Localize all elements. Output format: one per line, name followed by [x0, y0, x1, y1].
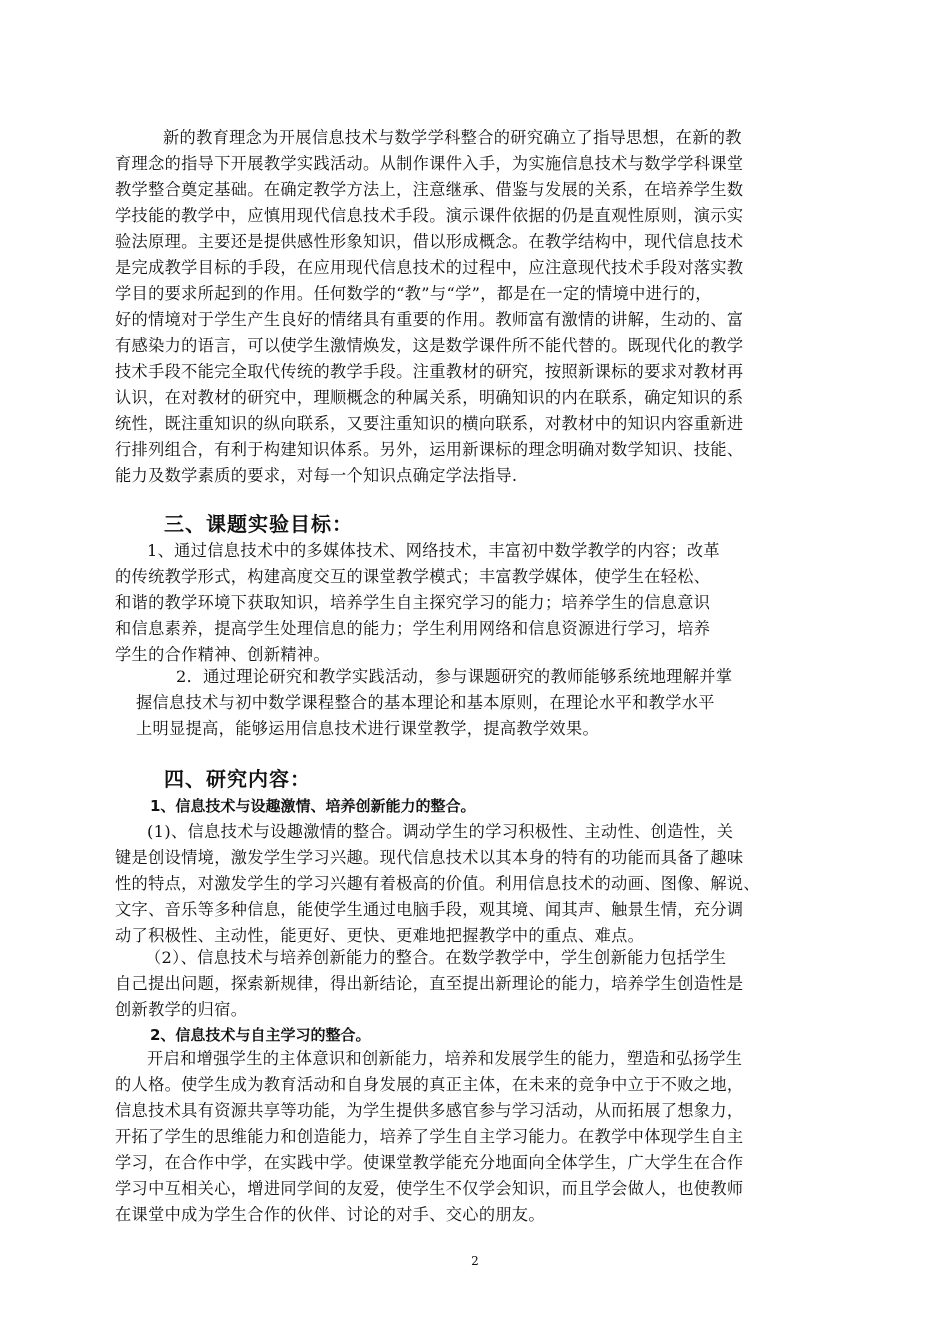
- text-line: 学习，在合作中学，在实践中学。使课堂教学能充分地面向全体学生，广大学生在合作: [115, 1153, 744, 1172]
- text-line: 学习中互相关心，增进同学间的友爱，使学生不仅学会知识，而且学会做人，也使教师: [115, 1179, 744, 1198]
- subsection-title: 2、信息技术与自主学习的整合。: [150, 1026, 371, 1044]
- text-line: 新的教育理念为开展信息技术与数学学科整合的研究确立了指导思想，在新的教: [163, 128, 742, 147]
- text-line: 教学整合奠定基础。在确定教学方法上，注意继承、借鉴与发展的关系，在培养学生数: [115, 180, 744, 199]
- text-line: 学目的要求所起到的作用。任何数学的“教”与“学”，都是在一定的情境中进行的，: [115, 284, 712, 303]
- subsection-title: 1、信息技术与设趣激情、培养创新能力的整合。: [150, 797, 476, 815]
- text-line: 和谐的教学环境下获取知识，培养学生自主探究学习的能力；培养学生的信息意识: [115, 593, 711, 612]
- text-line: 认识，在对教材的研究中，理顺概念的种属关系，明确知识的内在联系，确定知识的系: [115, 388, 744, 407]
- text-line: 验法原理。主要还是提供感性形象知识，借以形成概念。在教学结构中，现代信息技术: [115, 232, 744, 251]
- text-line: 是完成教学目标的手段，在应用现代信息技术的过程中，应注意现代技术手段对落实教: [115, 258, 744, 277]
- text-line: 在课堂中成为学生合作的伙伴、讨论的对手、交心的朋友。: [115, 1205, 545, 1224]
- text-line: 文字、音乐等多种信息，能使学生通过电脑手段，观其境、闻其声、触景生情，充分调: [115, 900, 744, 919]
- page-number: 2: [471, 1254, 479, 1268]
- section-title: 四、研究内容：: [164, 767, 311, 791]
- text-line: 上明显提高，能够运用信息技术进行课堂教学，提高教学效果。: [136, 719, 600, 738]
- text-line: 好的情境对于学生产生良好的情绪具有重要的作用。教师富有激情的讲解，生动的、富: [115, 310, 744, 329]
- text-line: 的人格。使学生成为教育活动和自身发展的真正主体，在未来的竞争中立于不败之地，: [115, 1075, 744, 1094]
- text-line: （2）、信息技术与培养创新能力的整合。在数学教学中，学生创新能力包括学生: [145, 948, 727, 967]
- text-line: 性的特点，对激发学生的学习兴趣有着极高的价值。利用信息技术的动画、图像、解说、: [115, 874, 760, 893]
- text-line: 开拓了学生的思维能力和创造能力，培养了学生自主学习能力。在教学中体现学生自主: [115, 1127, 744, 1146]
- text-line: 学技能的教学中，应慎用现代信息技术手段。演示课件依据的仍是直观性原则，演示实: [115, 206, 744, 225]
- text-line: 键是创设情境，激发学生学习兴趣。现代信息技术以其本身的特有的功能而具备了趣味: [115, 848, 744, 867]
- text-line: 统性，既注重知识的纵向联系，又要注重知识的横向联系，对教材中的知识内容重新进: [115, 414, 744, 433]
- text-line: 2．通过理论研究和教学实践活动，参与课题研究的教师能够系统地理解并掌: [176, 667, 733, 686]
- text-line: 行排列组合，有利于构建知识体系。另外，运用新课标的理念明确对数学知识、技能、: [115, 440, 744, 459]
- text-line: 创新教学的归宿。: [115, 1000, 248, 1019]
- text-line: 信息技术具有资源共享等功能，为学生提供多感官参与学习活动，从而拓展了想象力，: [115, 1101, 744, 1120]
- text-line: 自己提出问题，探索新规律，得出新结论，直至提出新理论的能力，培养学生创造性是: [115, 974, 744, 993]
- text-line: 能力及数学素质的要求，对每一个知识点确定学法指导.: [115, 466, 518, 485]
- text-line: 有感染力的语言，可以使学生激情焕发，这是数学课件所不能代替的。既现代化的教学: [115, 336, 744, 355]
- text-line: 育理念的指导下开展教学实践活动。从制作课件入手，为实施信息技术与数学学科课堂: [115, 154, 744, 173]
- text-line: (1)、信息技术与设趣激情的整合。调动学生的学习积极性、主动性、创造性，关: [147, 822, 734, 841]
- text-line: 学生的合作精神、创新精神。: [115, 645, 330, 664]
- text-line: 握信息技术与初中数学课程整合的基本理论和基本原则，在理论水平和教学水平: [136, 693, 715, 712]
- text-line: 的传统教学形式，构建高度交互的课堂教学模式；丰富教学媒体，使学生在轻松、: [115, 567, 711, 586]
- text-line: 技术手段不能完全取代传统的教学手段。注重教材的研究，按照新课标的要求对教材再: [115, 362, 744, 381]
- text-line: 开启和增强学生的主体意识和创新能力，培养和发展学生的能力，塑造和弘扬学生: [147, 1049, 743, 1068]
- text-line: 1、通过信息技术中的多媒体技术、网络技术，丰富初中数学教学的内容；改革: [147, 541, 720, 560]
- section-title: 三、课题实验目标：: [164, 512, 353, 536]
- text-line: 和信息素养，提高学生处理信息的能力；学生利用网络和信息资源进行学习，培养: [115, 619, 711, 638]
- text-line: 动了积极性、主动性，能更好、更快、更难地把握教学中的重点、难点。: [115, 926, 645, 945]
